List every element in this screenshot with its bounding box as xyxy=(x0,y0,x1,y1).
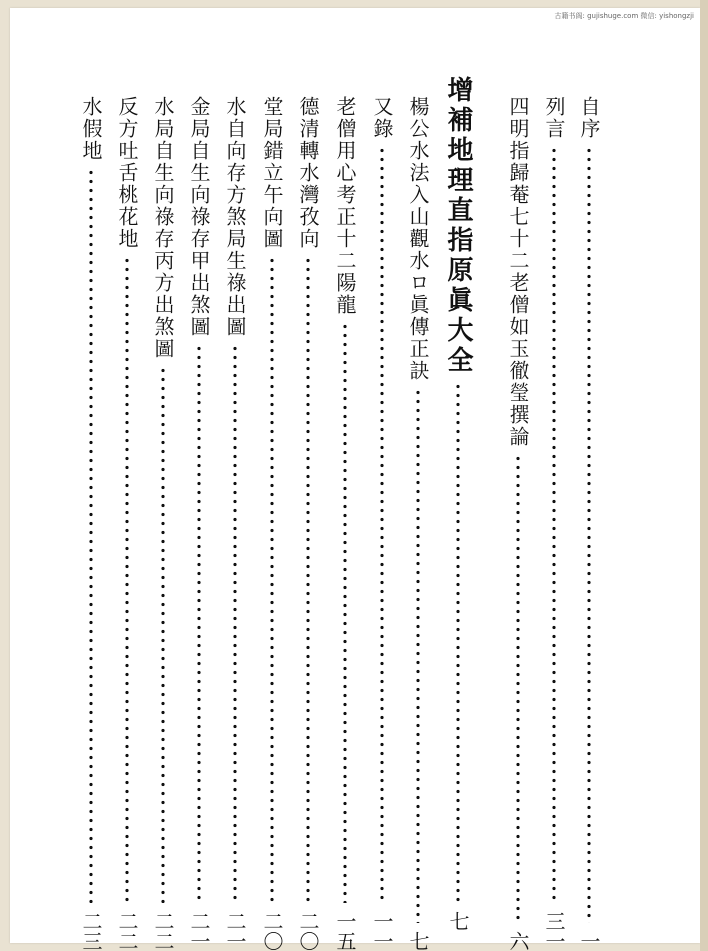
entry-title: 又錄 xyxy=(370,96,394,140)
toc-entry xyxy=(115,96,139,951)
dot-leader xyxy=(306,256,310,903)
toc-entry xyxy=(506,96,530,951)
dot-leader xyxy=(416,388,420,923)
dot-leader xyxy=(161,366,165,903)
entry-page: 二二 xyxy=(151,911,175,951)
entry-page: 二〇 xyxy=(296,911,320,951)
toc-entry xyxy=(577,96,601,951)
main-title: 增補地理直指原眞大全 xyxy=(443,76,473,376)
entry-title: 水局自生向祿存丙方出煞圖 xyxy=(151,96,175,360)
entry-page: 三一 xyxy=(542,911,566,951)
dot-leader xyxy=(197,344,201,903)
toc-entry xyxy=(333,96,357,951)
toc-entry xyxy=(370,96,394,951)
dot-leader xyxy=(456,382,460,903)
dot-leader xyxy=(233,344,237,903)
entry-page: 二二 xyxy=(115,911,139,951)
entry-title: 金局自生向祿存甲出煞圖 xyxy=(187,96,211,338)
dot-leader xyxy=(343,322,347,903)
toc-entry xyxy=(223,96,247,951)
entry-title: 德清轉水灣孜向 xyxy=(296,96,320,250)
book-page xyxy=(10,8,700,951)
dot-leader xyxy=(552,146,556,903)
entry-page: 二三 xyxy=(79,911,103,951)
entry-page: 二一 xyxy=(187,911,211,951)
entry-page: 七 xyxy=(406,931,430,951)
entry-title: 水自向存方煞局生祿出圖 xyxy=(223,96,247,338)
dot-leader xyxy=(516,454,520,923)
toc-entry xyxy=(187,96,211,951)
entry-title: 老僧用心考正十二陽龍 xyxy=(333,96,357,316)
dot-leader xyxy=(270,256,274,903)
entry-page: 一一 xyxy=(370,911,394,951)
entry-title: 堂局錯立午向圖 xyxy=(260,96,284,250)
entry-page: 六 xyxy=(506,931,530,951)
entry-title: 列言 xyxy=(542,96,566,140)
entry-title: 水假地 xyxy=(79,96,103,162)
toc-entry xyxy=(406,96,430,951)
dot-leader xyxy=(380,146,384,903)
entry-page: 二一 xyxy=(223,911,247,951)
dot-leader xyxy=(587,146,591,923)
dot-leader xyxy=(89,168,93,903)
entry-title: 楊公水法入山觀水ロ眞傳正訣 xyxy=(406,96,430,382)
entry-page: 二〇 xyxy=(260,911,284,951)
toc-entry xyxy=(151,96,175,951)
toc-entry xyxy=(260,96,284,951)
page-edge xyxy=(700,0,708,951)
toc-entry xyxy=(296,96,320,951)
entry-page: 一五 xyxy=(333,911,357,951)
toc-entry xyxy=(79,96,103,951)
entry-page: 七 xyxy=(446,911,470,931)
dot-leader xyxy=(125,256,129,903)
toc-entry-main-title xyxy=(442,76,474,931)
entry-title: 反方吐舌桃花地 xyxy=(115,96,139,250)
watermark: 古籍书阁: gujishuge.com 微信: yishongzji xyxy=(554,12,694,20)
entry-title: 自序 xyxy=(577,96,601,140)
entry-page: 一 xyxy=(577,931,601,951)
entry-title: 四明指歸菴七十二老僧如玉徹瑩撰論 xyxy=(506,96,530,448)
toc-entry xyxy=(542,96,566,951)
